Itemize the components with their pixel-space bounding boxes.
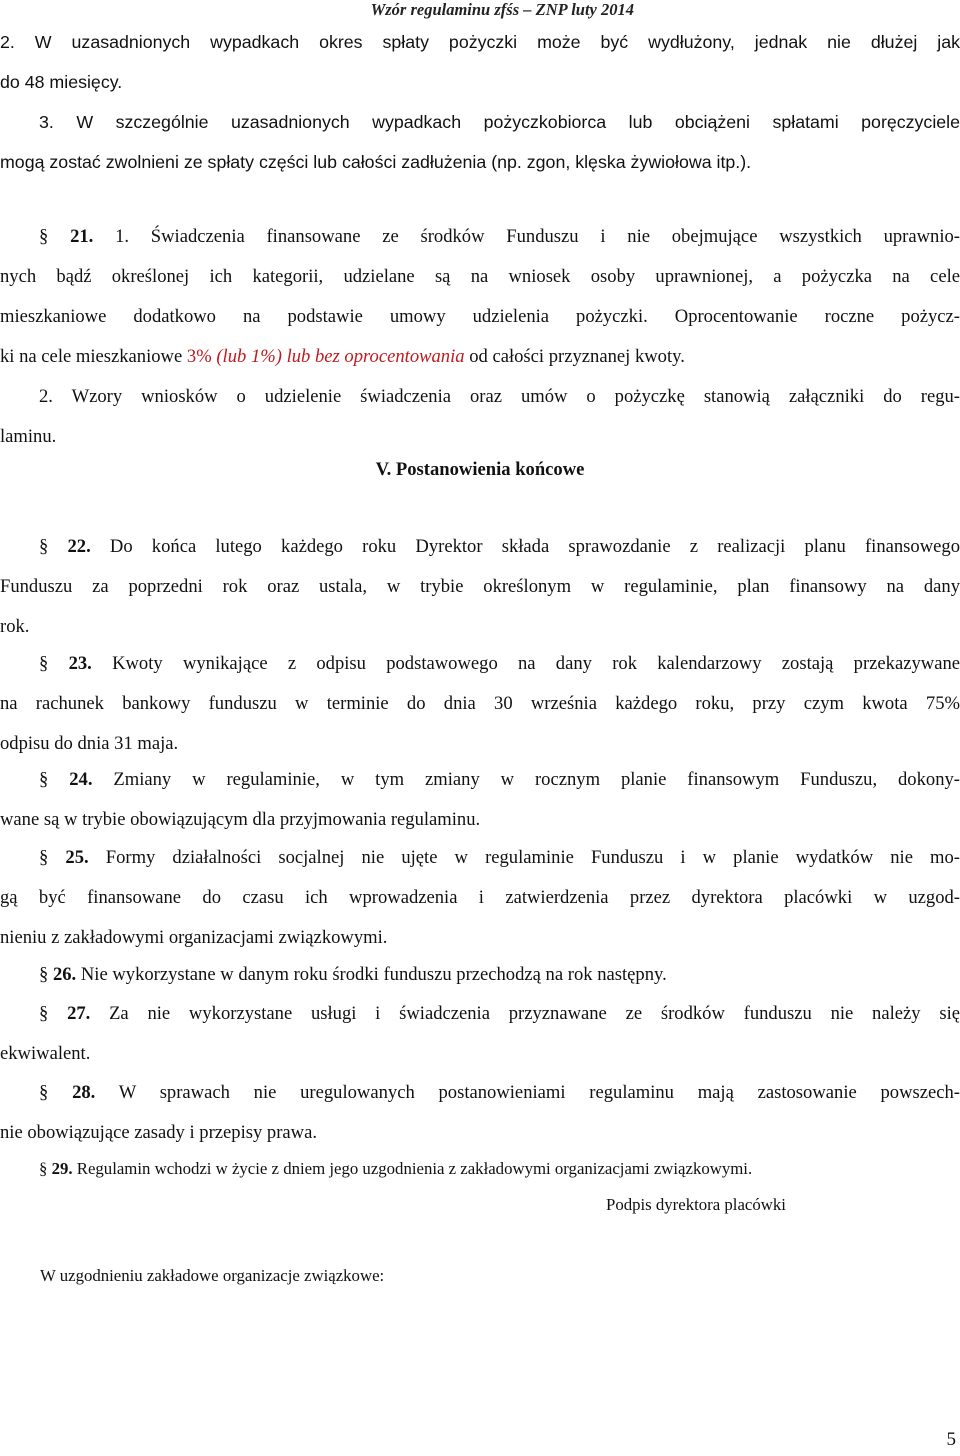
page-header: Wzór regulaminu zfśs – ZNP luty 2014	[370, 0, 634, 19]
text-line: laminu.	[0, 426, 57, 447]
text-line	[0, 955, 960, 995]
text-line	[0, 644, 960, 684]
text-line	[0, 994, 960, 1034]
text-span: ki na cele mieszkaniowe	[0, 346, 187, 367]
paragraph-number: 24.	[69, 769, 93, 790]
text-span: Formy działalności socjalnej nie ujęte w regulaminie Funduszu i w planie wydatków nie mo-	[88, 847, 960, 868]
text-line: wane są w trybie obowiązującym dla przyjmowania regulaminu.	[0, 809, 481, 830]
section-symbol: §	[39, 847, 66, 868]
paragraph-number: 22.	[67, 536, 91, 557]
paragraph-21	[0, 217, 960, 457]
paragraph-number: 28.	[72, 1082, 96, 1103]
section-symbol: §	[39, 536, 68, 557]
paragraph-27	[0, 994, 960, 1074]
text-line	[0, 527, 960, 567]
section-symbol: §	[39, 653, 69, 674]
text-line	[0, 217, 960, 257]
text-line	[0, 1073, 960, 1113]
paragraph-28	[0, 1073, 960, 1153]
text-line	[0, 337, 960, 377]
text-line	[0, 760, 960, 800]
text-span: W sprawach nie uregulowanych postanowieniami regulaminu mają zastosowanie powszech-	[95, 1082, 960, 1103]
text-span: Kwoty wynikające z odpisu podstawowego na dany rok kalendarzowy zostają przekazywane	[91, 653, 960, 674]
text-line	[0, 838, 960, 878]
text-line: rok.	[0, 616, 30, 637]
text-line	[0, 1149, 960, 1189]
section-symbol: §	[39, 964, 53, 985]
text-line: gą być finansowane do czasu ich wprowadzenia i zatwierdzenia przez dyrektora placówki w uzgod-	[0, 887, 960, 908]
text-line: Funduszu za poprzedni rok oraz ustala, w trybie określonym w regulaminie, plan finansowy na dany	[0, 576, 960, 597]
text-line: mogą zostać zwolnieni ze spłaty części lub całości zadłużenia (np. zgon, klęska żywiołowa itp.).	[0, 152, 752, 172]
union-agreement-label: W uzgodnieniu zakładowe organizacje związkowe:	[40, 1266, 385, 1285]
page-number: 5	[946, 1429, 956, 1450]
text-line: na rachunek bankowy funduszu w terminie do dnia 30 września każdego roku, przy czym kwota 75%	[0, 693, 960, 714]
text-line: nie obowiązujące zasady i przepisy prawa.	[0, 1122, 317, 1143]
text-span: Nie wykorzystane w danym roku środki funduszu przechodzą na rok następny.	[76, 964, 667, 985]
text-line: nych bądź określonej ich kategorii, udzielane są na wniosek osoby uprawnionej, a pożyczka na cele	[0, 266, 960, 287]
paragraph-23	[0, 644, 960, 764]
section-title-text: V. Postanowienia końcowe	[375, 459, 585, 480]
text-span: Do końca lutego każdego roku Dyrektor składa sprawozdanie z realizacji planu finansowego	[90, 536, 960, 557]
paragraph-25	[0, 838, 960, 958]
paragraph-24	[0, 760, 960, 840]
signature-line	[606, 1185, 960, 1225]
union-agreement-line	[40, 1256, 960, 1296]
paragraph-number: 27.	[67, 1003, 91, 1024]
paragraph-22	[0, 527, 960, 647]
text-span: od całości przyznanej kwoty.	[464, 346, 685, 367]
text-span: Za nie wykorzystane usługi i świadczenia przyznawane ze środków funduszu nie należy się	[90, 1003, 960, 1024]
text-line: 2. W uzasadnionych wypadkach okres spłaty pożyczki może być wydłużony, jednak nie dłużej jak	[0, 32, 960, 52]
text-line: do 48 miesięcy.	[0, 72, 123, 92]
paragraph-number: 23.	[68, 653, 92, 674]
paragraph-number: 25.	[65, 847, 89, 868]
paragraph-26	[0, 955, 960, 995]
section-symbol: §	[39, 1082, 73, 1103]
interest-alternatives-red: (lub 1%) lub bez oprocentowania	[216, 346, 465, 367]
paragraph-20-continuation	[0, 22, 960, 182]
section-title	[0, 450, 960, 490]
text-span: Zmiany w regulaminie, w tym zmiany w rocznym planie finansowym Funduszu, dokony-	[92, 769, 960, 790]
paragraph-29	[0, 1149, 960, 1189]
section-symbol: §	[39, 1159, 52, 1178]
paragraph-number: 29.	[51, 1159, 73, 1178]
text-span: 1. Świadczenia finansowane ze środków Funduszu i nie obejmujące wszystkich uprawnio-	[115, 226, 960, 247]
paragraph-number: 21.	[70, 226, 94, 247]
text-line: odpisu do dnia 31 maja.	[0, 733, 179, 754]
text-line: 3. W szczególnie uzasadnionych wypadkach pożyczkobiorca lub obciążeni spłatami poręczyciele	[39, 112, 960, 132]
text-line: nieniu z zakładowymi organizacjami związkowymi.	[0, 927, 388, 948]
text-line: 2. Wzory wniosków o udzielenie świadczenia oraz umów o pożyczkę stanowią załączniki do regu-	[39, 386, 960, 407]
text-span: Regulamin wchodzi w życie z dniem jego uzgodnienia z zakładowymi organizacjami związkowymi.	[72, 1159, 753, 1178]
section-symbol: §	[39, 226, 71, 247]
text-line: mieszkaniowe dodatkowo na podstawie umowy udzielenia pożyczki. Oprocentowanie roczne pożycz-	[0, 306, 960, 327]
section-symbol: §	[39, 769, 70, 790]
signature-label: Podpis dyrektora placówki	[606, 1195, 786, 1214]
section-symbol: §	[39, 1003, 68, 1024]
paragraph-number: 26.	[52, 964, 77, 985]
text-line: ekwiwalent.	[0, 1043, 91, 1064]
interest-rate-red: 3%	[186, 346, 217, 367]
